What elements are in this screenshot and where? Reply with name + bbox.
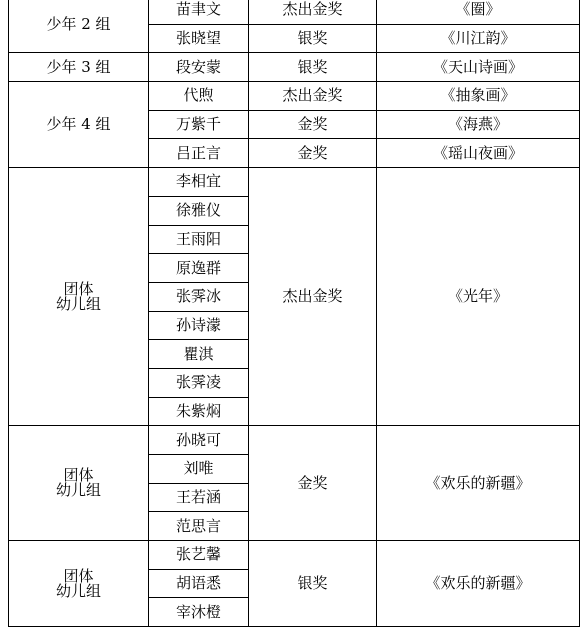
name-cell: 瞿淇 [149, 340, 249, 369]
group-label: 幼儿组 [55, 294, 101, 313]
award-cell: 杰出金奖 [249, 0, 377, 24]
name-cell: 万紫千 [149, 110, 249, 139]
award-cell: 杰出金奖 [249, 168, 377, 426]
work-title-cell: 《圈》 [377, 0, 580, 24]
name-cell: 李相宜 [149, 168, 249, 197]
table-row [9, 0, 580, 24]
group-cell [9, 168, 149, 426]
name-cell: 孙诗濛 [149, 311, 249, 340]
group-label: 团体 [63, 279, 94, 298]
award-cell: 金奖 [249, 139, 377, 168]
name-cell: 徐雅仪 [149, 196, 249, 225]
table-row [9, 168, 580, 197]
name-cell: 代煦 [149, 82, 249, 111]
name-cell: 朱紫焖 [149, 397, 249, 426]
table-row [9, 426, 580, 455]
group-cell [9, 426, 149, 541]
award-cell: 银奖 [249, 24, 377, 53]
work-title-cell: 《抽象画》 [377, 82, 580, 111]
group-cell [9, 82, 149, 168]
group-label: 少年 3 组 [46, 57, 111, 76]
name-cell: 胡语悉 [149, 569, 249, 598]
name-cell: 段安蒙 [149, 53, 249, 82]
name-cell: 刘唯 [149, 455, 249, 484]
group-label: 少年 2 组 [46, 14, 111, 33]
award-cell: 银奖 [249, 53, 377, 82]
work-title-cell: 《欢乐的新疆》 [377, 541, 580, 627]
work-title-cell: 《瑶山夜画》 [377, 139, 580, 168]
group-cell [9, 53, 149, 82]
name-cell: 王若涵 [149, 483, 249, 512]
name-cell: 孙晓可 [149, 426, 249, 455]
work-title-cell: 《天山诗画》 [377, 53, 580, 82]
table-row [9, 53, 580, 82]
awards-table-body [9, 0, 580, 627]
name-cell: 原逸群 [149, 254, 249, 283]
table-row [9, 541, 580, 570]
work-title-cell: 《欢乐的新疆》 [377, 426, 580, 541]
name-cell: 范思言 [149, 512, 249, 541]
group-cell [9, 541, 149, 627]
name-cell: 苗聿文 [149, 0, 249, 24]
name-cell: 张霁凌 [149, 368, 249, 397]
name-cell: 张晓望 [149, 24, 249, 53]
name-cell: 张霁冰 [149, 282, 249, 311]
name-cell: 宰沐橙 [149, 598, 249, 627]
work-title-cell: 《川江韵》 [377, 24, 580, 53]
award-cell: 银奖 [249, 541, 377, 627]
work-title-cell: 《海燕》 [377, 110, 580, 139]
table-row [9, 82, 580, 111]
group-label: 幼儿组 [55, 581, 101, 600]
name-cell: 王雨阳 [149, 225, 249, 254]
group-label: 团体 [63, 466, 94, 485]
award-cell: 金奖 [249, 426, 377, 541]
group-label: 幼儿组 [55, 481, 101, 500]
group-label: 少年 4 组 [46, 115, 111, 134]
group-cell [9, 0, 149, 53]
group-label: 团体 [63, 566, 94, 585]
award-cell: 金奖 [249, 110, 377, 139]
work-title-cell: 《光年》 [377, 168, 580, 426]
awards-table [8, 0, 580, 627]
award-cell: 杰出金奖 [249, 82, 377, 111]
name-cell: 吕正言 [149, 139, 249, 168]
name-cell: 张艺馨 [149, 541, 249, 570]
